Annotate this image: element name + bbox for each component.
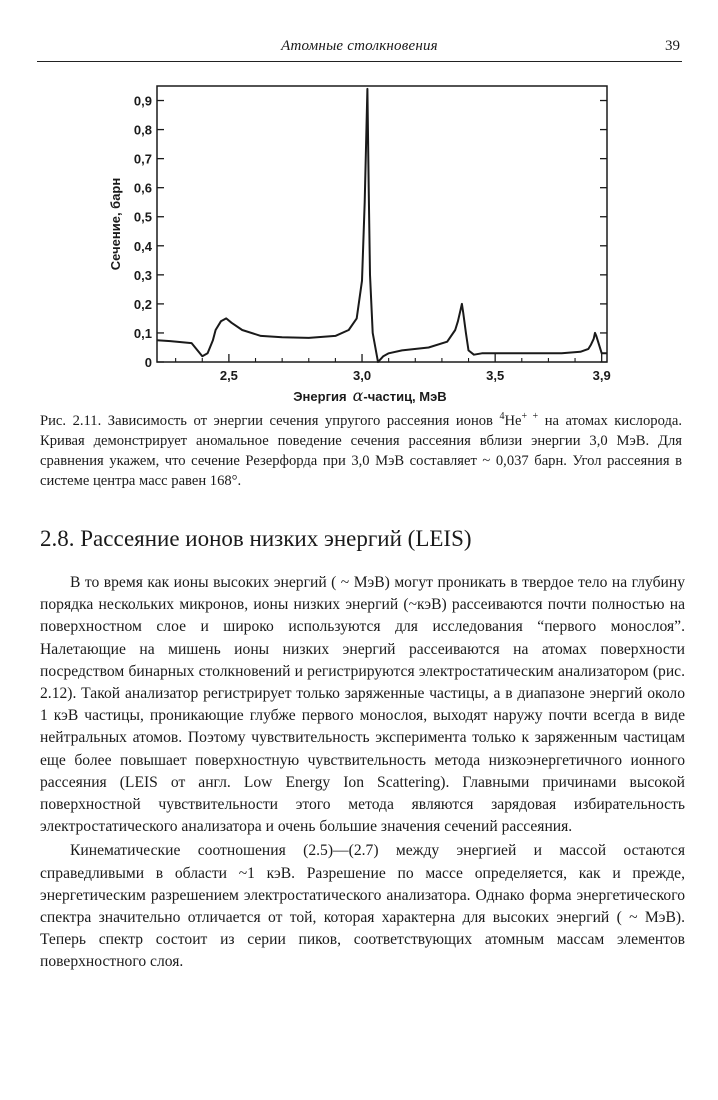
y-tick-label-2: 0,2: [133, 296, 152, 312]
y-tick-label-0: 0: [144, 355, 152, 370]
y-tick-label-1: 0,1: [133, 325, 152, 341]
body-text: [40, 572, 685, 976]
page-header: [37, 37, 682, 62]
caption-ion: He: [504, 413, 522, 429]
figure-caption: [40, 411, 682, 491]
figure-2-11: [80, 78, 640, 408]
caption-charge: + +: [521, 411, 539, 423]
y-tick-label-6: 0,6: [133, 180, 152, 196]
x-tick-label-2: 3,5: [486, 368, 505, 383]
x-axis-label-prefix: Энергия: [293, 389, 347, 404]
x-tick-label-1: 3,0: [352, 368, 372, 383]
alpha-symbol: α: [352, 386, 364, 405]
paragraph-1: В то время как ионы высоких энергий ( ~ МэВ) могут проникать в твердое тело на глубину порядка нескольких микронов, ионы низких энергий (~кэВ) рассеиваются почти полностью на поверхностном слое и широко используются для исследования “первого монослоя”. Налетающие на мишень ионы низких энергий рассеиваются на атомах поверхности посредством бинарных столкновений и регистрируются электростатическим анализатором (рис. 2.12). Такой анализатор регистрирует только заряженные частицы, а в диапазоне энергий около 1 кэВ частицы, проникающие глубже первого монослоя, выходят наружу почти всегда в виде нейтральных атомов. Поэтому чувствительность эксперимента только к заряженным частицам еще более повышает поверхностную чувствительность метода низкоэнергетичного ионного рассеяния (LEIS от англ. Low Energy Ion Scattering). Главными причинами высокой поверхностной чувствительности этого метода являются зарядовая избирательность электростатического анализатора и очень большие значения сечений рассеяния.: [40, 574, 685, 836]
running-title: Атомные столкновения: [281, 38, 438, 54]
y-tick-label-5: 0,5: [133, 209, 152, 225]
y-tick-label-9: 0,9: [133, 93, 152, 109]
y-tick-label-3: 0,3: [133, 267, 152, 283]
x-axis-ticks: [176, 354, 611, 383]
caption-suffix: на атомах кислорода. Кривая демонстрирует аномальное поведение сечения рассеяния вблизи энергии 3,0 МэВ. Для сравнения укажем, что сечение Резерфорда при 3,0 МэВ составляет ~ 0,037 барн. Угол рассеяния в системе центра масс равен 168°.: [40, 413, 682, 489]
x-axis-label: [293, 386, 446, 405]
y-tick-label-7: 0,7: [133, 151, 152, 167]
page-number: 39: [665, 38, 680, 54]
x-axis-label-suffix: -частиц, МэВ: [363, 389, 447, 404]
paragraph-2: Кинематические соотношения (2.5)—(2.7) между энергией и массой остаются справедливыми в области ~1 кэВ. Разрешение по массе определяется, как и прежде, энергетическим разрешением электростатического анализатора. Однако форма энергетического спектра значительно отличается от той, которая характерна для высоких энергий ( ~ МэВ). Теперь спектр состоит из серии пиков, соответствующих атомным массам элементов поверхностного слоя.: [40, 842, 685, 971]
y-axis-ticks: [134, 94, 607, 370]
y-tick-label-8: 0,8: [133, 122, 152, 138]
x-tick-label-0: 2,5: [219, 368, 238, 383]
caption-mass-number: 4: [499, 411, 505, 423]
cross-section-curve: [157, 89, 607, 362]
caption-prefix: Рис. 2.11. Зависимость от энергии сечения упругого рассеяния ионов: [40, 413, 500, 429]
y-axis-label: Сечение, барн: [108, 177, 123, 271]
cross-section-chart: [80, 78, 640, 408]
x-tick-label-3: 3,9: [592, 368, 611, 383]
plot-frame: [157, 86, 607, 362]
y-tick-label-4: 0,4: [133, 238, 152, 254]
section-title: 2.8. Рассеяние ионов низких энергий (LEIS): [40, 526, 472, 551]
